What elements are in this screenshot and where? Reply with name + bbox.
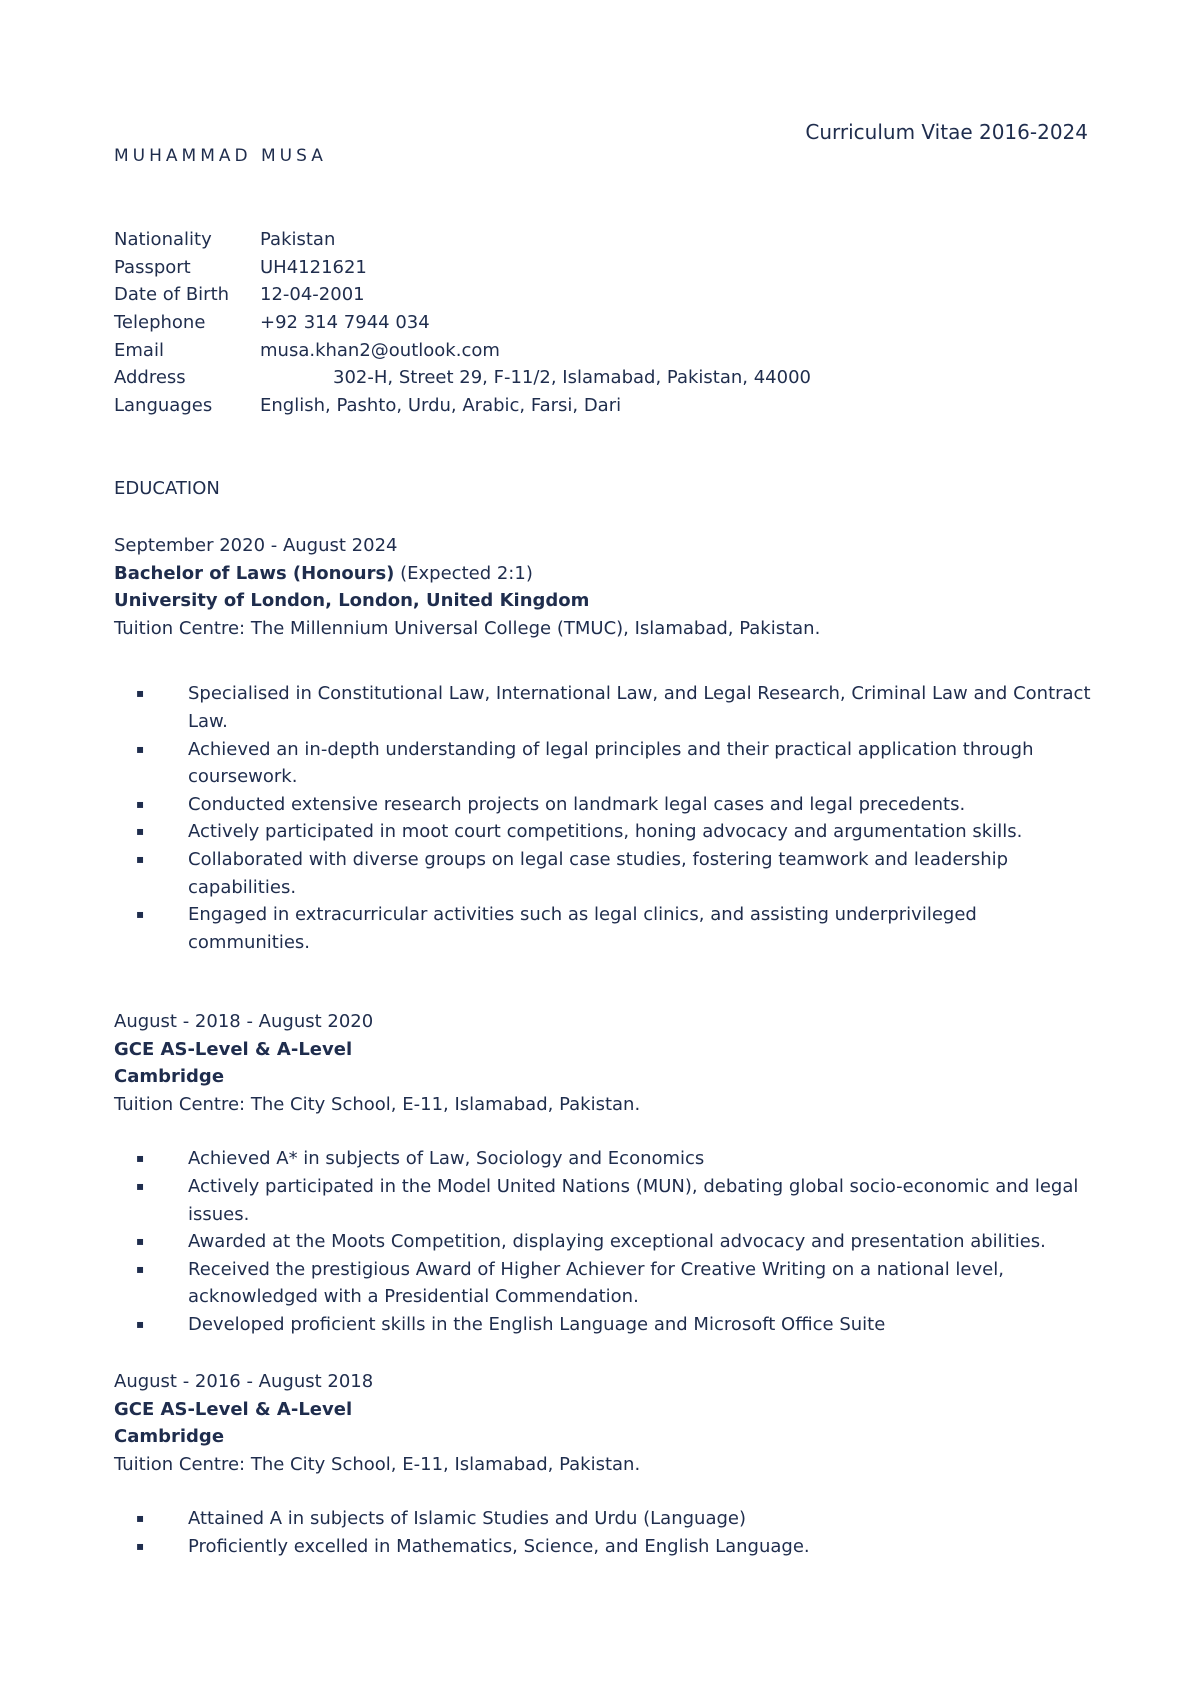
entry-degree: Bachelor of Laws (Honours) <box>114 562 395 584</box>
detail-label: Date of Birth <box>114 284 230 306</box>
bullet-icon: ▪ <box>136 1316 145 1331</box>
document-title: Curriculum Vitae 2016-2024 <box>805 120 1088 144</box>
entry-dates: August - 2018 - August 2020 <box>114 1011 374 1032</box>
entry-bullets <box>114 1505 1104 1560</box>
list-item <box>114 680 1104 735</box>
entry-institution: University of London, London, United Kingdom <box>114 590 590 612</box>
detail-value: +92 314 7944 034 <box>260 312 430 334</box>
detail-value: UH4121621 <box>260 256 367 278</box>
bullet-icon: ▪ <box>136 824 145 839</box>
bullet-icon: ▪ <box>136 1151 145 1166</box>
detail-label: Email <box>114 339 164 361</box>
bullet-icon: ▪ <box>136 1261 145 1276</box>
bullet-icon: ▪ <box>136 1538 145 1553</box>
bullet-icon: ▪ <box>136 686 145 701</box>
entry-degree-line <box>114 560 1104 588</box>
bullet-icon: ▪ <box>136 851 145 866</box>
entry-dates: September 2020 - August 2024 <box>114 535 398 556</box>
list-item <box>114 791 1104 819</box>
entry-bullets <box>114 680 1104 956</box>
entry-institution: Cambridge <box>114 1066 225 1088</box>
detail-value: Pakistan <box>260 229 336 250</box>
detail-row-date-of-birth <box>114 281 1014 309</box>
entry-institution: Cambridge <box>114 1426 225 1448</box>
detail-row-passport <box>114 254 1014 282</box>
list-item-text: Specialised in Constitutional Law, International Law, and Legal Research, Criminal Law and Contract Law. <box>188 683 1091 732</box>
detail-value: 12-04-2001 <box>260 284 365 306</box>
education-entry <box>114 1368 1104 1561</box>
entry-degree: GCE AS-Level & A-Level <box>114 1038 353 1060</box>
list-item <box>114 1311 1104 1339</box>
list-item <box>114 1145 1104 1173</box>
bullet-icon: ▪ <box>136 741 145 756</box>
detail-label: Passport <box>114 256 191 278</box>
detail-label: Telephone <box>114 312 206 334</box>
list-item <box>114 736 1104 791</box>
bullet-icon: ▪ <box>136 907 145 922</box>
detail-row-nationality <box>114 226 1014 254</box>
list-item-text: Proficiently excelled in Mathematics, Science, and English Language. <box>188 1535 810 1557</box>
list-item-text: Received the prestigious Award of Higher Achiever for Creative Writing on a national level, acknowledged with a Presidential Commendation. <box>188 1258 1004 1308</box>
list-item-text: Conducted extensive research projects on landmark legal cases and legal precedents. <box>188 793 966 815</box>
entry-dates: August - 2016 - August 2018 <box>114 1371 374 1392</box>
list-item-text: Developed proficient skills in the English Language and Microsoft Office Suite <box>188 1313 886 1335</box>
list-item <box>114 1228 1104 1256</box>
detail-row-telephone <box>114 309 1014 337</box>
detail-row-email <box>114 337 1014 365</box>
education-entry <box>114 1008 1104 1339</box>
list-item <box>114 1505 1104 1533</box>
entry-degree: GCE AS-Level & A-Level <box>114 1398 353 1420</box>
list-item-text: Actively participated in moot court competitions, honing advocacy and argumentation skills. <box>188 821 1023 843</box>
detail-label: Address <box>114 367 186 389</box>
list-item-text: Achieved A* in subjects of Law, Sociology and Economics <box>188 1148 705 1170</box>
list-item-text: Collaborated with diverse groups on legal case studies, fostering teamwork and leadership capabilities. <box>188 848 1009 898</box>
list-item <box>114 1173 1104 1228</box>
list-item <box>114 901 1104 956</box>
list-item <box>114 846 1104 901</box>
bullet-icon: ▪ <box>136 1178 145 1193</box>
detail-label: Nationality <box>114 229 212 250</box>
detail-value: English, Pashto, Urdu, Arabic, Farsi, Dari <box>260 395 622 417</box>
entry-centre: Tuition Centre: The City School, E-11, Islamabad, Pakistan. <box>114 1093 641 1115</box>
list-item <box>114 1256 1104 1311</box>
detail-label: Languages <box>114 395 213 417</box>
entry-degree-note: (Expected 2:1) <box>394 562 533 584</box>
list-item-text: Awarded at the Moots Competition, displaying exceptional advocacy and presentation abilities. <box>188 1231 1046 1253</box>
detail-value: 302-H, Street 29, F-11/2, Islamabad, Pakistan, 44000 <box>333 367 811 389</box>
entry-bullets <box>114 1145 1104 1338</box>
detail-row-address <box>114 364 1014 392</box>
bullet-icon: ▪ <box>136 1511 145 1526</box>
list-item-text: Achieved an in-depth understanding of legal principles and their practical application through coursework. <box>188 738 1034 788</box>
bullet-icon: ▪ <box>136 1234 145 1249</box>
bullet-icon: ▪ <box>136 796 145 811</box>
list-item-text: Attained A in subjects of Islamic Studies and Urdu (Language) <box>188 1508 746 1530</box>
entry-centre: Tuition Centre: The Millennium Universal College (TMUC), Islamabad, Pakistan. <box>114 617 821 639</box>
list-item-text: Actively participated in the Model United Nations (MUN), debating global socio-economic and legal issues. <box>188 1175 1079 1225</box>
education-heading: EDUCATION <box>114 478 220 499</box>
entry-centre: Tuition Centre: The City School, E-11, Islamabad, Pakistan. <box>114 1453 641 1475</box>
education-entry <box>114 532 1104 956</box>
list-item-text: Engaged in extracurricular activities such as legal clinics, and assisting underprivileged communities. <box>188 904 977 953</box>
applicant-name: MUHAMMAD MUSA <box>114 146 327 166</box>
detail-value: musa.khan2@outlook.com <box>260 339 500 361</box>
list-item <box>114 1533 1104 1561</box>
list-item <box>114 818 1104 846</box>
detail-row-languages <box>114 392 1014 420</box>
personal-details <box>114 226 1014 420</box>
